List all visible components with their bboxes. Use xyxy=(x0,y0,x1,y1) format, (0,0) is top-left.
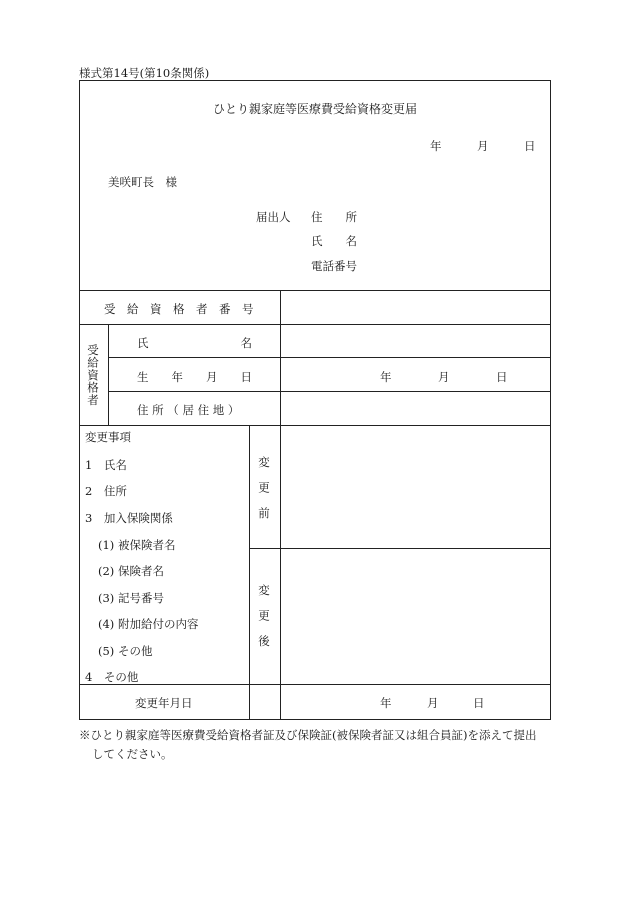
addressee: 美咲町長 様 xyxy=(108,175,177,189)
table-rule xyxy=(108,357,551,358)
recipient-name-label: 氏 名 xyxy=(137,336,252,350)
applicant-label: 届出人 xyxy=(256,210,291,224)
footnote-line-2: してください。 xyxy=(92,747,173,761)
table-column-rule xyxy=(249,425,250,720)
change-item: 2 住所 xyxy=(85,484,127,498)
recipient-group-label: 受給資格者 xyxy=(86,344,100,407)
table-rule xyxy=(79,684,551,685)
table-rule xyxy=(79,290,551,291)
change-date-label: 変更年月日 xyxy=(135,696,193,710)
table-rule xyxy=(249,548,551,549)
changes-heading: 変更事項 xyxy=(85,430,131,444)
change-date-month: 月 xyxy=(427,696,439,710)
change-item: (2) 保険者名 xyxy=(98,564,164,578)
form-title: ひとり親家庭等医療費受給資格変更届 xyxy=(212,102,417,116)
change-item: (3) 記号番号 xyxy=(98,591,164,605)
applicant-address-label: 住 所 xyxy=(311,210,357,224)
applicant-phone-label: 電話番号 xyxy=(311,259,357,273)
after-change-label: 変更後 xyxy=(257,584,271,661)
applicant-name-label: 氏 名 xyxy=(311,234,357,248)
change-item: 4 その他 xyxy=(85,670,139,684)
footnote-line-1: ※ひとり親家庭等医療費受給資格者証及び保険証(被保険者証又は組合員証)を添えて提出 xyxy=(79,728,537,742)
change-item: 1 氏名 xyxy=(85,458,127,472)
table-rule xyxy=(79,324,551,325)
date-year: 年 xyxy=(430,139,442,153)
change-item: (4) 附加給付の内容 xyxy=(98,617,199,631)
before-change-label: 変更前 xyxy=(257,456,271,533)
birthdate-year: 年 xyxy=(380,370,392,384)
recipient-address-label: 住 所 （ 居 住 地 ） xyxy=(137,403,240,417)
change-item: (1) 被保険者名 xyxy=(98,538,176,552)
table-rule xyxy=(108,391,551,392)
change-item: (5) その他 xyxy=(98,644,153,658)
table-column-rule xyxy=(280,290,281,720)
change-item: 3 加入保険関係 xyxy=(85,511,173,525)
change-date-day: 日 xyxy=(473,696,485,710)
birthdate-day: 日 xyxy=(496,370,508,384)
date-day: 日 xyxy=(524,139,536,153)
table-rule xyxy=(79,425,551,426)
form-number: 様式第14号(第10条関係) xyxy=(79,66,210,80)
date-month: 月 xyxy=(477,139,489,153)
recipient-number-label: 受 給 資 格 者 番 号 xyxy=(104,302,254,316)
birthdate-month: 月 xyxy=(438,370,450,384)
recipient-birthdate-label: 生 年 月 日 xyxy=(137,370,252,384)
table-column-rule xyxy=(108,324,109,425)
change-date-year: 年 xyxy=(380,696,392,710)
